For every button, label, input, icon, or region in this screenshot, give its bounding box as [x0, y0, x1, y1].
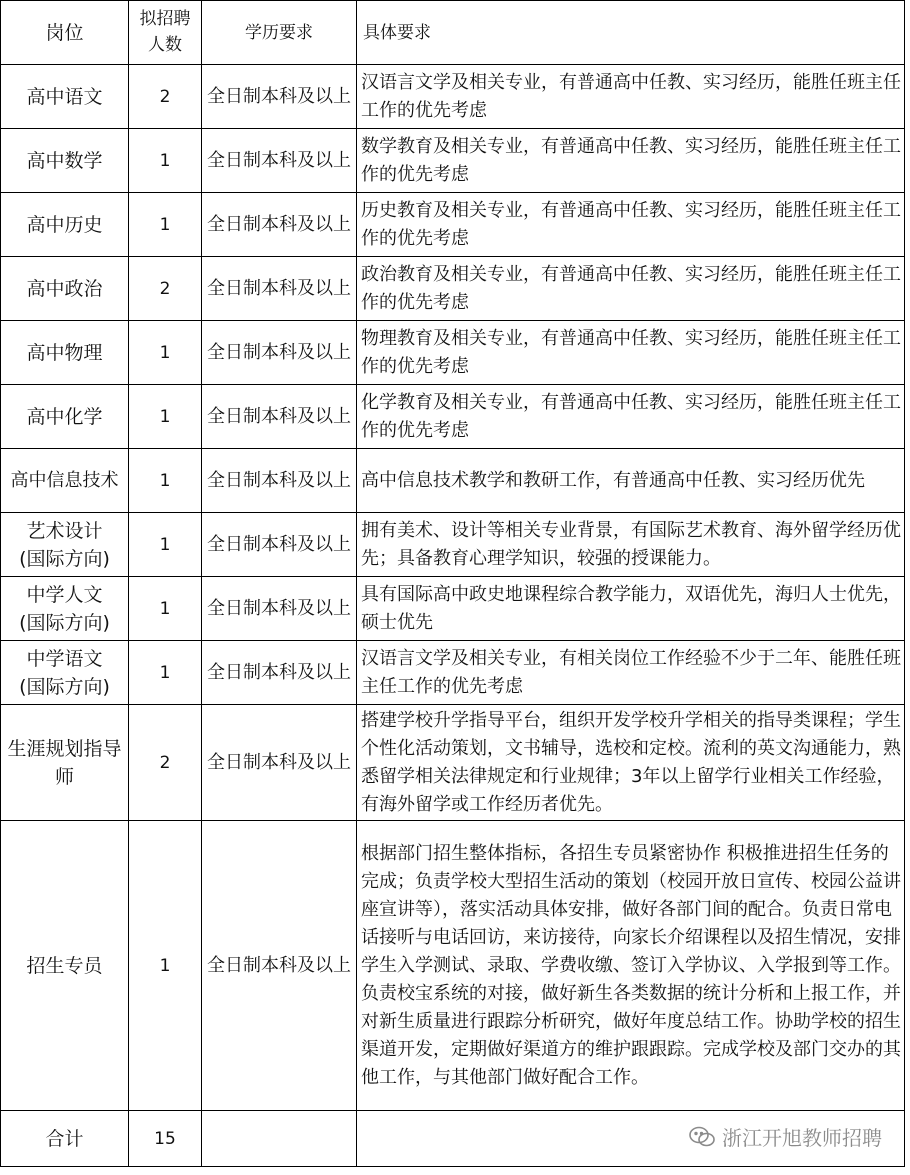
cell-count: 1	[129, 321, 202, 385]
cell-education: 全日制本科及以上	[202, 577, 357, 641]
cell-count: 1	[129, 513, 202, 577]
total-education-empty	[202, 1111, 357, 1167]
cell-count: 1	[129, 577, 202, 641]
cell-position: 高中化学	[1, 385, 129, 449]
table-row	[1, 321, 905, 385]
cell-position: 招生专员	[1, 821, 129, 1111]
cell-count: 1	[129, 641, 202, 705]
header-count	[129, 1, 202, 65]
header-position: 岗位	[1, 1, 129, 65]
cell-requirements: 历史教育及相关专业，有普通高中任教、实习经历，能胜任班主任工作的优先考虑	[357, 193, 905, 257]
cell-position	[1, 577, 129, 641]
cell-position	[1, 641, 129, 705]
cell-position-text: 中学语文(国际方向)	[19, 647, 110, 698]
total-label: 合计	[1, 1111, 129, 1167]
cell-education: 全日制本科及以上	[202, 513, 357, 577]
cell-position: 高中物理	[1, 321, 129, 385]
cell-position: 高中信息技术	[1, 449, 129, 513]
cell-position: 高中历史	[1, 193, 129, 257]
cell-education: 全日制本科及以上	[202, 321, 357, 385]
cell-position: 高中数学	[1, 129, 129, 193]
cell-count: 1	[129, 449, 202, 513]
table-row	[1, 705, 905, 821]
table-row	[1, 821, 905, 1111]
cell-requirements: 物理教育及相关专业，有普通高中任教、实习经历，能胜任班主任工作的优先考虑	[357, 321, 905, 385]
cell-education: 全日制本科及以上	[202, 65, 357, 129]
cell-requirements: 汉语言文学及相关专业，有相关岗位工作经验不少于二年、能胜任班主任工作的优先考虑	[357, 641, 905, 705]
cell-education: 全日制本科及以上	[202, 821, 357, 1111]
cell-count: 1	[129, 385, 202, 449]
table-row	[1, 513, 905, 577]
watermark	[688, 1122, 882, 1151]
header-education: 学历要求	[202, 1, 357, 65]
cell-requirements: 具有国际高中政史地课程综合教学能力，双语优先，海归人士优先，硕士优先	[357, 577, 905, 641]
table-row	[1, 129, 905, 193]
cell-position: 高中语文	[1, 65, 129, 129]
cell-position	[1, 705, 129, 821]
cell-position-text: 艺术设计(国际方向)	[19, 519, 110, 570]
table-row	[1, 577, 905, 641]
cell-count: 1	[129, 129, 202, 193]
table-row	[1, 193, 905, 257]
cell-education: 全日制本科及以上	[202, 257, 357, 321]
cell-requirements: 拥有美术、设计等相关专业背景，有国际艺术教育、海外留学经历优先；具备教育心理学知识，较强的授课能力。	[357, 513, 905, 577]
watermark-text: 浙江开旭教师招聘	[722, 1126, 882, 1150]
cell-education: 全日制本科及以上	[202, 193, 357, 257]
cell-requirements: 化学教育及相关专业，有普通高中任教、实习经历，能胜任班主任工作的优先考虑	[357, 385, 905, 449]
cell-position	[1, 513, 129, 577]
cell-requirements: 搭建学校升学指导平台，组织开发学校升学相关的指导类课程；学生个性化活动策划，文书辅导，选校和定校。流利的英文沟通能力，熟悉留学相关法律规定和行业规律；3年以上留学行业相关工作经验，有海外留学或工作经历者优先。	[357, 705, 905, 821]
cell-requirements: 政治教育及相关专业，有普通高中任教、实习经历，能胜任班主任工作的优先考虑	[357, 257, 905, 321]
cell-count: 2	[129, 257, 202, 321]
cell-education: 全日制本科及以上	[202, 385, 357, 449]
cell-count: 2	[129, 705, 202, 821]
cell-position-text: 中学人文(国际方向)	[19, 583, 110, 634]
table-row	[1, 385, 905, 449]
cell-requirements: 汉语言文学及相关专业，有普通高中任教、实习经历，能胜任班主任工作的优先考虑	[357, 65, 905, 129]
cell-education: 全日制本科及以上	[202, 705, 357, 821]
cell-requirements: 根据部门招生整体指标，各招生专员紧密协作 积极推进招生任务的完成；负责学校大型招生活动的策划（校园开放日宣传、校园公益讲座宣讲等），落实活动具体安排，做好各部门间的配合。负责日常电话接听与电话回访，来访接待，向家长介绍课程以及招生情况，安排学生入学测试、录取、学费收缴、签订入学协议、入学报到等工作。负责校宝系统的对接，做好新生各类数据的统计分析和上报工作，并对新生质量进行跟踪分析研究，做好年度总结工作。协助学校的招生渠道开发，定期做好渠道方的维护跟跟踪。完成学校及部门交办的其他工作，与其他部门做好配合工作。	[357, 821, 905, 1111]
cell-count: 1	[129, 193, 202, 257]
table-row	[1, 449, 905, 513]
total-count: 15	[129, 1111, 202, 1167]
cell-education: 全日制本科及以上	[202, 641, 357, 705]
header-count-text: 拟招聘人数	[139, 9, 191, 55]
cell-requirements: 数学教育及相关专业，有普通高中任教、实习经历，能胜任班主任工作的优先考虑	[357, 129, 905, 193]
header-requirements: 具体要求	[357, 1, 905, 65]
wechat-icon	[688, 1125, 716, 1149]
cell-position-text: 生涯规划指导师	[7, 737, 122, 788]
table-header-row	[1, 1, 905, 65]
table-row	[1, 641, 905, 705]
table-row	[1, 257, 905, 321]
cell-count: 1	[129, 821, 202, 1111]
cell-education: 全日制本科及以上	[202, 129, 357, 193]
table-row	[1, 65, 905, 129]
cell-count: 2	[129, 65, 202, 129]
cell-position: 高中政治	[1, 257, 129, 321]
cell-education: 全日制本科及以上	[202, 449, 357, 513]
cell-requirements: 高中信息技术教学和教研工作，有普通高中任教、实习经历优先	[357, 449, 905, 513]
